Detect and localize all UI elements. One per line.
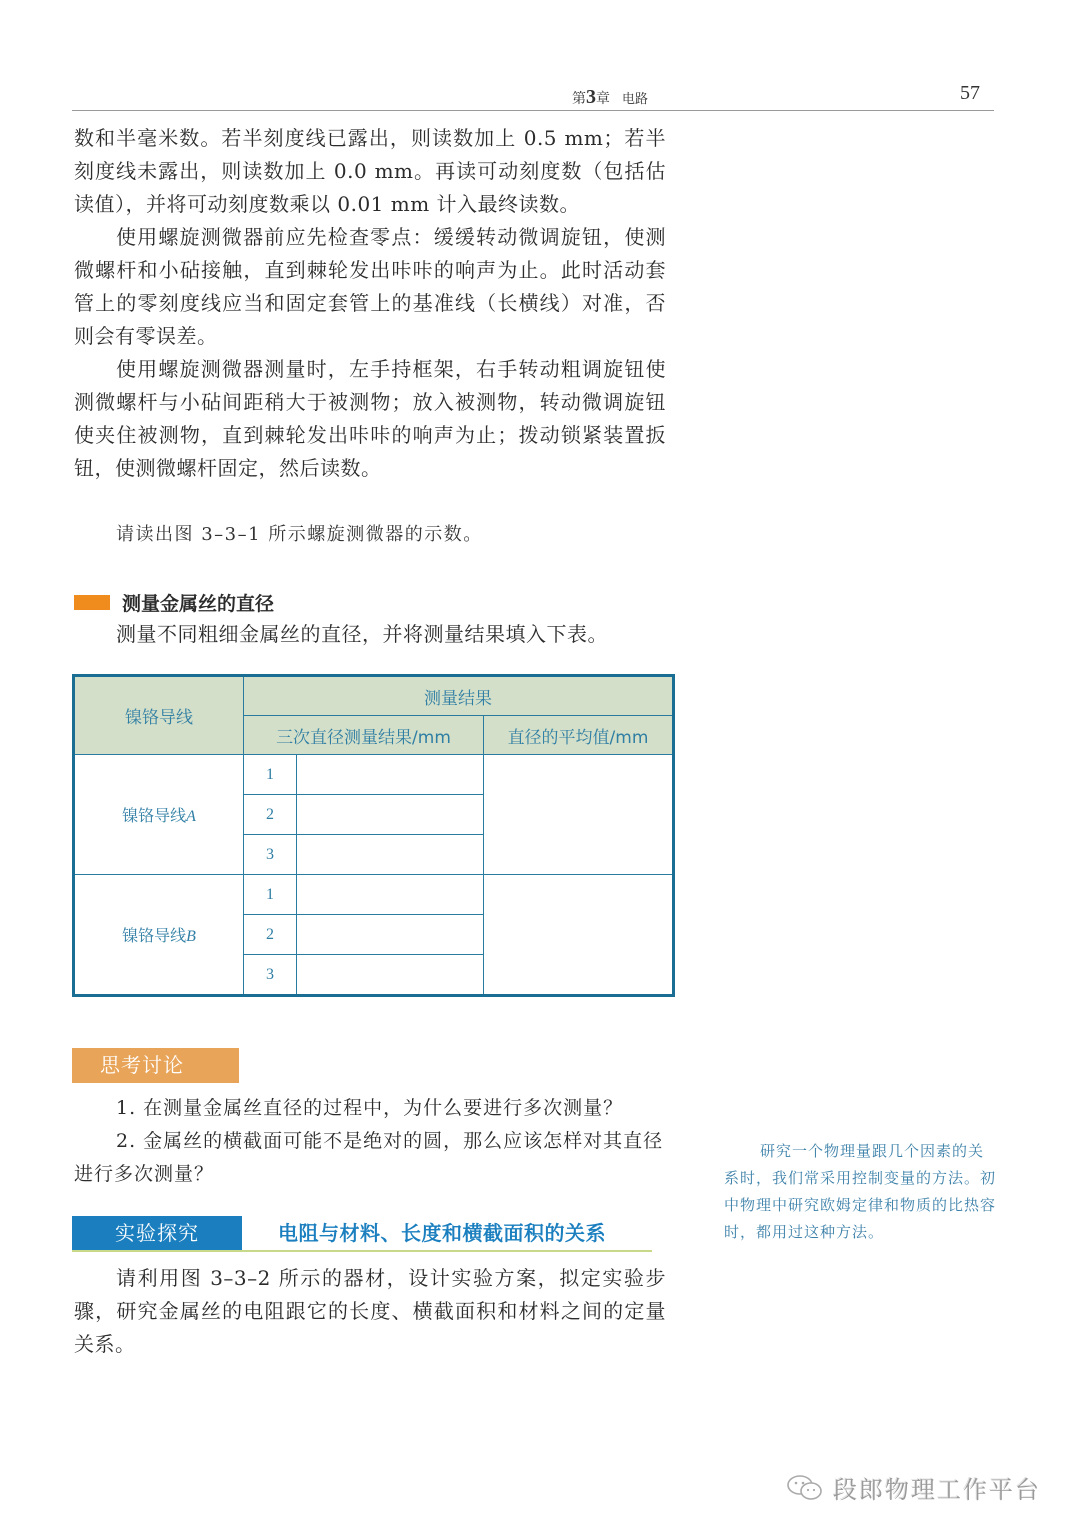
page-number: 57 — [960, 82, 980, 104]
wire-name: 镍铬导线 — [122, 806, 187, 825]
wire-label-b — [74, 875, 244, 996]
discussion-question-1: 1. 在测量金属丝直径的过程中，为什么要进行多次测量？ — [116, 1097, 624, 1119]
chapter-prefix: 第 — [572, 91, 586, 107]
header-results: 测量结果 — [244, 676, 674, 716]
chapter-title — [572, 86, 648, 109]
measurement-table — [72, 674, 675, 997]
trial-index: 2 — [244, 915, 297, 955]
watermark-text: 段郎物理工作平台 — [833, 1476, 1041, 1504]
chapter-suffix: 章 — [596, 91, 610, 107]
experiment-text: 请利用图 3–3–2 所示的器材，设计实验方案，拟定实验步骤，研究金属丝的电阻跟它的长度、横截面积和材料之间的定量关系。 — [74, 1266, 666, 1356]
paragraph-reading-method: 数和半毫米数。若半刻度线已露出，则读数加上 0.5 mm；若半刻度线未露出，则读数加上 0.0 mm。再读可动刻度数（包括估读值），并将可动刻度数乘以 0.01 mm 计入最终读数。 — [74, 126, 666, 216]
wire-name: 镍铬导线 — [122, 926, 187, 945]
trial-index: 3 — [244, 955, 297, 996]
trial-index: 1 — [244, 755, 297, 795]
header-three-measurements: 三次直径测量结果/mm — [244, 716, 484, 755]
paragraph-measure-procedure: 使用螺旋测微器测量时，左手持框架，右手转动粗调旋钮使测微螺杆与小砧间距稍大于被测物；放入被测物，转动微调旋钮使夹住被测物，直到棘轮发出咔咔的响声为止；拨动锁紧装置扳钮，使测微螺杆固定，然后读数。 — [74, 357, 666, 480]
chapter-number: 3 — [586, 86, 596, 108]
page-header — [72, 84, 994, 111]
measurement-cell[interactable] — [297, 835, 484, 875]
trial-index: 3 — [244, 835, 297, 875]
experiment-heading — [72, 1216, 652, 1252]
experiment-tag: 实验探究 — [72, 1216, 242, 1250]
measure-section-heading — [74, 588, 274, 616]
reading-prompt: 请读出图 3–3–1 所示螺旋测微器的示数。 — [116, 524, 483, 545]
header-wire: 镍铬导线 — [74, 676, 244, 755]
wechat-icon — [785, 1473, 825, 1503]
trial-index: 2 — [244, 795, 297, 835]
paragraph-zero-check: 使用螺旋测微器前应先检查零点：缓缓转动微调旋钮，使测微螺杆和小砧接触，直到棘轮发出咔咔的响声为止。此时活动套管上的零刻度线应当和固定套管上的基准线（长横线）对准，否则会有零误差。 — [74, 225, 666, 348]
discussion-question-2: 2. 金属丝的横截面可能不是绝对的圆，那么应该怎样对其直径进行多次测量？ — [74, 1130, 664, 1185]
measurement-cell[interactable] — [297, 875, 484, 915]
header-average: 直径的平均值/mm — [484, 716, 674, 755]
experiment-title: 电阻与材料、长度和横截面积的关系 — [278, 1221, 606, 1245]
average-cell[interactable] — [484, 875, 674, 996]
measurement-cell[interactable] — [297, 795, 484, 835]
table-row — [74, 755, 674, 795]
average-cell[interactable] — [484, 755, 674, 875]
wire-letter: B — [186, 928, 196, 945]
measurement-cell[interactable] — [297, 955, 484, 996]
measure-section-title: 测量金属丝的直径 — [122, 592, 275, 615]
orange-marker-icon — [74, 595, 110, 610]
measurement-cell[interactable] — [297, 755, 484, 795]
sidenote: 研究一个物理量跟几个因素的关系时，我们常采用控制变量的方法。初中物理中研究欧姆定律和物质的比热容时，都用过这种方法。 — [724, 1142, 997, 1241]
watermark — [785, 1470, 1041, 1505]
measurement-cell[interactable] — [297, 915, 484, 955]
measure-section-description: 测量不同粗细金属丝的直径，并将测量结果填入下表。 — [116, 622, 608, 646]
table-row — [74, 875, 674, 915]
chapter-name: 电路 — [622, 92, 649, 107]
wire-label-a — [74, 755, 244, 875]
wire-letter: A — [186, 808, 196, 825]
trial-index: 1 — [244, 875, 297, 915]
discussion-tag: 思考讨论 — [72, 1048, 239, 1083]
